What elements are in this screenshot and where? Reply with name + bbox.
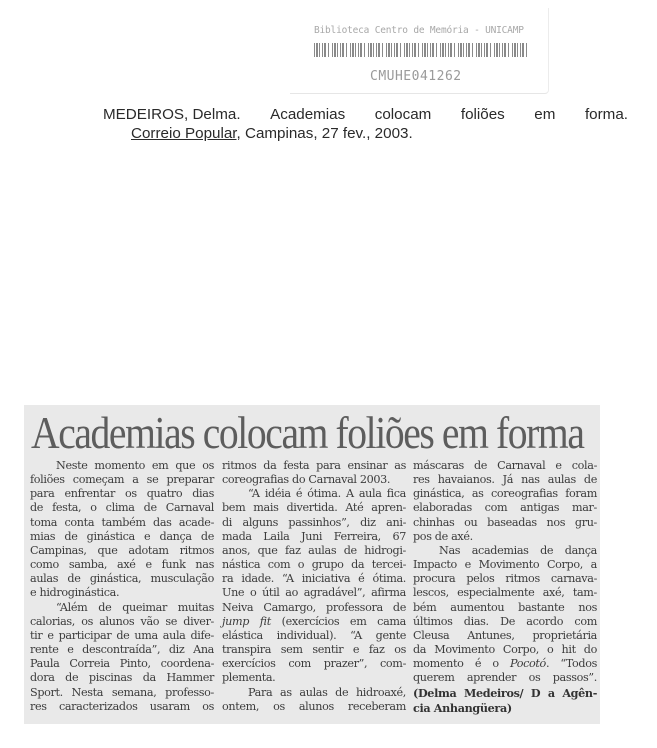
article-headline: Academias colocam foliões em forma xyxy=(31,408,584,458)
text-line: da Movimento Corpo, o hit do xyxy=(413,643,597,657)
citation-journal: Correio Popular xyxy=(131,125,237,142)
text-line: nástica com o grupo da tercei- xyxy=(222,558,406,572)
text-line: lescos, especialmente axé, tam- xyxy=(413,586,597,600)
text-line: Cleusa Antunes, proprietária xyxy=(413,628,597,642)
text-line: Sport. Nesta semana, professo- xyxy=(30,685,214,699)
italic-term: jump fit xyxy=(222,614,271,628)
text-line: bém aumentou bastante nos xyxy=(413,600,597,614)
text-line: Para as aulas de hidroaxé, xyxy=(248,685,406,699)
catalog-id: CMUHE041262 xyxy=(370,69,462,84)
citation-title-word: foliões xyxy=(460,106,505,123)
italic-term: Pocotó xyxy=(510,657,546,671)
text-line: calorias, os alunos vão se diver- xyxy=(30,614,214,628)
text-line: últimos dias. De acordo com xyxy=(413,614,597,628)
text-line: Campinas, que adotam ritmos xyxy=(30,543,214,557)
text-line: ritmos da festa para ensinar as xyxy=(222,459,406,472)
citation-line-1 xyxy=(103,105,628,124)
article-column-2 xyxy=(222,459,406,714)
byline: cia Anhangüera) xyxy=(413,700,512,715)
text-line: res caracterizados usaram os xyxy=(30,699,214,713)
text-line: tir e participar de uma aula dife- xyxy=(30,628,214,642)
text-line: transpira sem sentir e faz os xyxy=(222,643,406,657)
citation-line-2 xyxy=(103,124,628,143)
text-line: exercícios com prazer”, com- xyxy=(222,657,406,671)
citation-place-date: , Campinas, 27 fev., 2003. xyxy=(236,125,413,142)
text-line: “Além de queimar muitas xyxy=(56,600,214,614)
text-line: chinhas ou baseadas nos gru- xyxy=(413,515,597,529)
text-line: Paula Correia Pinto, coordena- xyxy=(30,657,214,671)
text-line xyxy=(413,657,597,671)
text-line: toma conta também das acade- xyxy=(30,515,214,529)
citation-title-word: Academias xyxy=(270,106,346,123)
barcode-icon xyxy=(314,43,529,57)
text-line xyxy=(222,615,406,629)
text-line: máscaras de Carnaval e cola- xyxy=(413,459,597,472)
text-line: aulas de ginástica, musculação xyxy=(30,572,214,586)
text-line: elástica individual). “A gente xyxy=(222,628,406,642)
text-line: mada Laila Juni Ferreira, 67 xyxy=(222,529,406,543)
text-line: para enfrentar os quatro dias xyxy=(30,487,214,501)
text-line: dora de piscinas da Hammer xyxy=(30,671,214,685)
bibliographic-citation xyxy=(103,105,628,143)
citation-title-word: em xyxy=(534,106,556,123)
text-line: de festa, o clima de Carnaval xyxy=(30,501,214,515)
text-line: e hidroginástica. xyxy=(30,586,120,600)
newspaper-clipping xyxy=(24,405,600,724)
text-line: foliões começam a se preparar xyxy=(30,473,214,487)
text-line: querem aprender os passos”. xyxy=(413,671,597,685)
text-fragment: momento é o xyxy=(413,657,499,671)
citation-title-word: forma. xyxy=(584,106,628,123)
text-fragment: . “Todos xyxy=(545,657,597,671)
citation-title-word: colocam xyxy=(374,106,432,123)
text-line: rente e descontraída”, diz Ana xyxy=(30,643,214,657)
citation-author: MEDEIROS, Delma. xyxy=(103,106,241,123)
text-line: mias de ginástica e dança de xyxy=(30,529,214,543)
text-line: Neste momento em que os xyxy=(56,459,214,472)
article-column-3 xyxy=(413,459,597,716)
library-catalog-label xyxy=(290,8,549,94)
text-line: ginástica, as coreografias foram xyxy=(413,487,597,501)
text-line: bem mais divertida. Até apren- xyxy=(222,501,406,515)
text-line: elaboradas com antigas mar- xyxy=(413,501,597,515)
library-name: Biblioteca Centro de Memória - UNICAMP xyxy=(314,25,524,36)
text-line: coreografias do Carnaval 2003. xyxy=(222,473,391,487)
text-line: como samba, axé e funk nas xyxy=(30,558,214,572)
byline-line xyxy=(413,686,597,701)
text-line: Une o útil ao agradável”, afirma xyxy=(222,586,406,600)
text-line: procura pelos ritmos carnava- xyxy=(413,572,597,586)
text-line: ra idade. “A iniciativa é ótima. xyxy=(222,572,406,586)
byline: (Delma Medeiros/ D a Agên- xyxy=(413,685,597,700)
text-line: di alguns passinhos”, diz ani- xyxy=(222,515,406,529)
text-line: anos, que faz aulas de hidrogi- xyxy=(222,543,406,557)
text-line: Impacto e Movimento Corpo, a xyxy=(413,558,597,572)
text-line: Nas academias de dança xyxy=(439,543,597,557)
text-line: “A idéia é ótima. A aula fica xyxy=(248,487,406,501)
article-column-1 xyxy=(30,459,214,714)
text-line: res havaianos. Já nas aulas de xyxy=(413,473,597,487)
text-line: ontem, os alunos receberam xyxy=(222,699,406,713)
text-line: plementa. xyxy=(222,671,276,685)
text-fragment: (exercícios em cama xyxy=(281,614,406,628)
text-line: pos de axé. xyxy=(413,529,473,543)
byline-line xyxy=(413,701,597,716)
text-line: Neiva Camargo, professora de xyxy=(222,600,406,614)
